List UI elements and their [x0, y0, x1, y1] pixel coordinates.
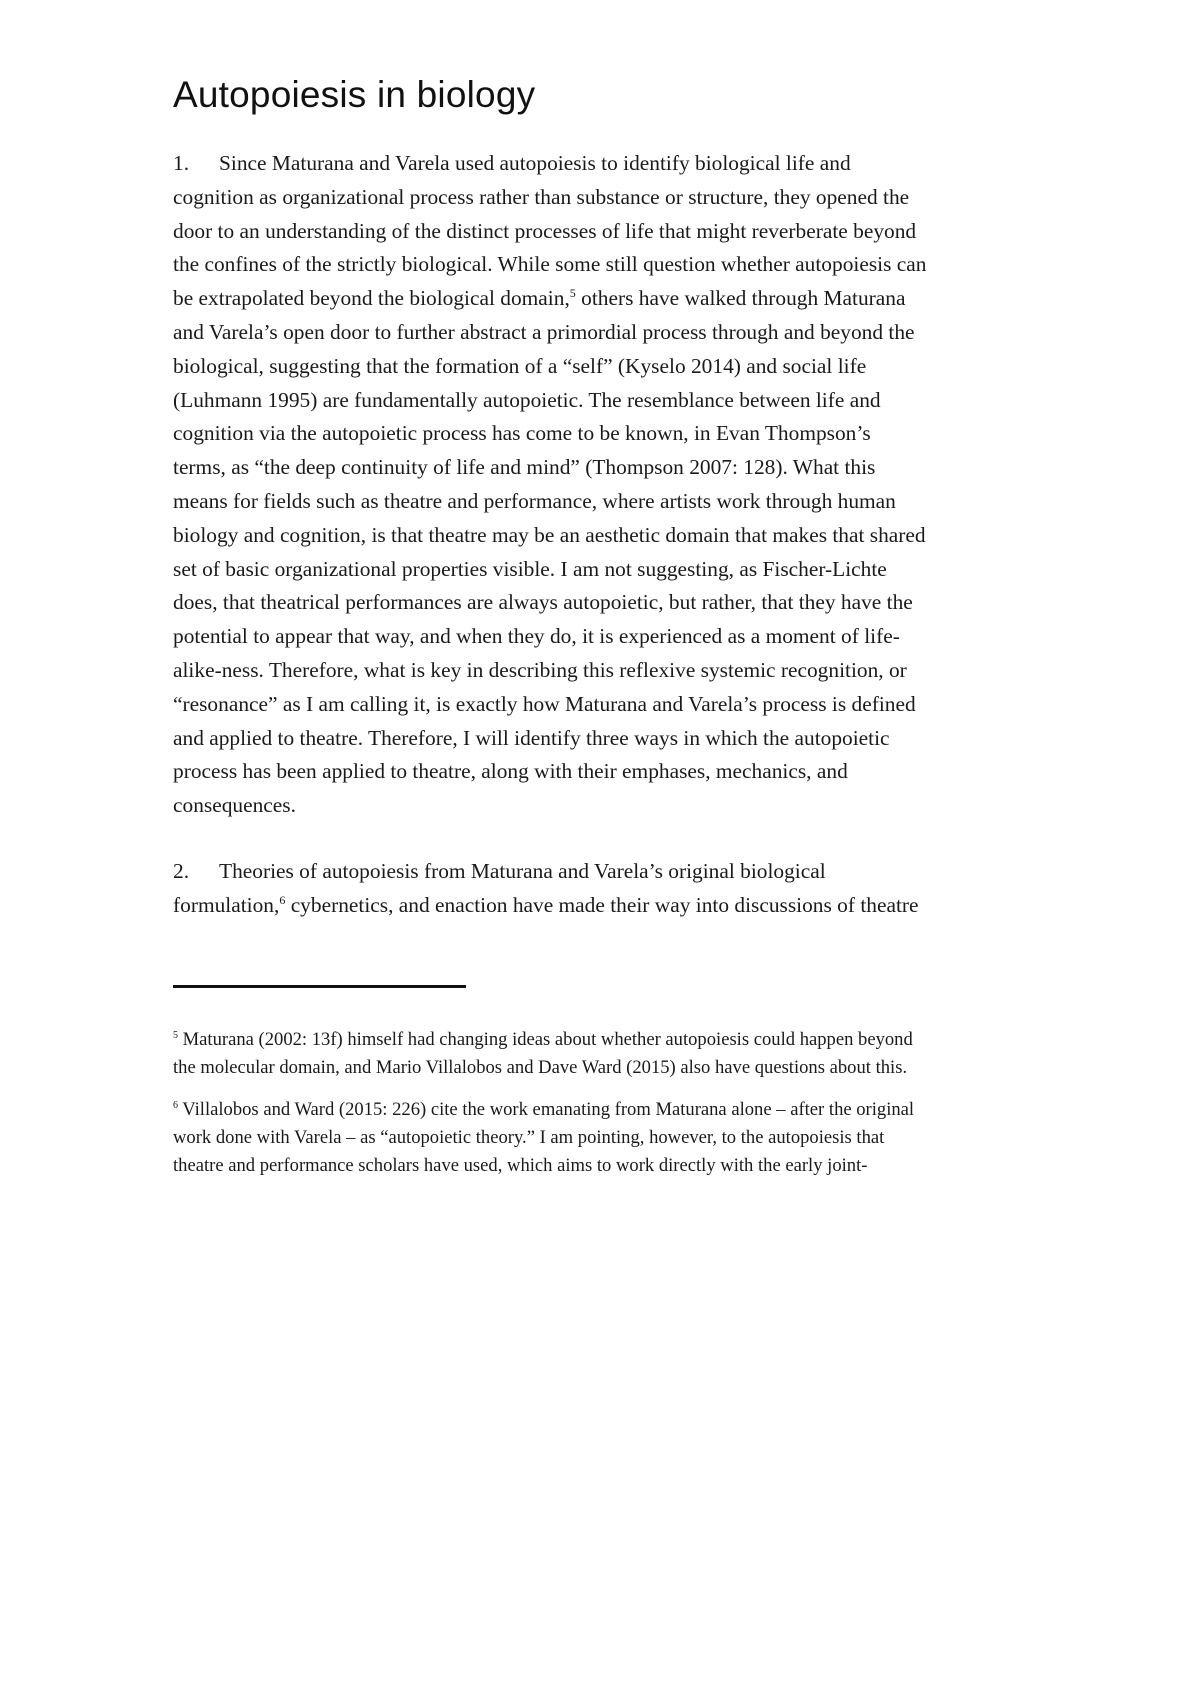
paragraph-2-line	[173, 889, 1033, 923]
paragraph-1-line: biological, suggesting that the formation of a “self” (Kyselo 2014) and social life	[173, 353, 867, 378]
paragraph-number: 2.	[173, 859, 190, 883]
paragraph-1-line: means for fields such as theatre and performance, where artists work through human	[173, 488, 896, 513]
paragraph-1-line: consequences.	[173, 793, 296, 818]
paragraph-1-line: terms, as “the deep continuity of life and mind” (Thompson 2007: 128). What this	[173, 455, 876, 480]
paragraph-1-line: set of basic organizational properties visible. I am not suggesting, as Fischer-Lichte	[173, 556, 887, 581]
page-title: Autopoiesis in biology	[173, 74, 536, 115]
footnote-marker: 6	[173, 1099, 178, 1111]
paragraph-1-line	[173, 282, 1033, 316]
footnote-reference-5[interactable]: 5	[569, 286, 576, 301]
paragraph-1-line: alike-ness. Therefore, what is key in describing this reflexive systemic recognition, or	[173, 657, 907, 682]
paragraph-text: cybernetics, and enaction have made their way into discussions of theatre	[285, 892, 919, 917]
paragraph-text: others have walked through Maturana	[581, 286, 906, 311]
paragraph-1-line: and applied to theatre. Therefore, I will identify three ways in which the autopoietic	[173, 725, 890, 750]
footnote-line	[173, 1096, 1053, 1124]
paragraph-1-line: “resonance” as I am calling it, is exactly how Maturana and Varela’s process is defined	[173, 691, 916, 716]
footnote-marker: 5	[173, 1029, 178, 1041]
footnote-separator	[173, 985, 466, 988]
paragraph-1-line: (Luhmann 1995) are fundamentally autopoietic. The resemblance between life and	[173, 387, 881, 412]
paragraph-1-line: and Varela’s open door to further abstract a primordial process through and beyond the	[173, 319, 915, 344]
footnote-6	[173, 1096, 1053, 1180]
paragraph-1-line: process has been applied to theatre, along with their emphases, mechanics, and	[173, 759, 848, 784]
footnote-text: Maturana (2002: 13f) himself had changing ideas about whether autopoiesis could happen beyond	[178, 1029, 913, 1050]
footnote-line: the molecular domain, and Mario Villalobos and Dave Ward (2015) also have questions about this.	[173, 1057, 908, 1078]
paragraph-2	[173, 855, 1033, 923]
paragraph-1	[173, 147, 1033, 823]
paragraph-1-line: potential to appear that way, and when they do, it is experienced as a moment of life-	[173, 624, 900, 649]
paragraph-1-line	[173, 147, 1033, 181]
footnote-line	[173, 1026, 1053, 1054]
footnote-5	[173, 1026, 1053, 1082]
paragraph-2-line	[173, 855, 1033, 889]
paragraph-1-line: does, that theatrical performances are always autopoietic, but rather, that they have the	[173, 590, 913, 615]
paragraph-1-line: cognition via the autopoietic process has come to be known, in Evan Thompson’s	[173, 421, 871, 446]
footnote-line: work done with Varela – as “autopoietic theory.” I am pointing, however, to the autopoiesis that	[173, 1127, 885, 1148]
paragraph-1-line: door to an understanding of the distinct processes of life that might reverberate beyond	[173, 218, 917, 243]
paragraph-1-line: biology and cognition, is that theatre may be an aesthetic domain that makes that shared	[173, 522, 926, 547]
paragraph-1-line: the confines of the strictly biological. While some still question whether autopoiesis can	[173, 252, 927, 277]
footnote-reference-6[interactable]: 6	[279, 892, 286, 907]
paragraph-text: be extrapolated beyond the biological domain,	[173, 286, 570, 311]
paragraph-text: formulation,	[173, 892, 280, 917]
paragraph-1-line: cognition as organizational process rather than substance or structure, they opened the	[173, 184, 910, 209]
paragraph-number: 1.	[173, 151, 190, 175]
footnote-line: theatre and performance scholars have used, which aims to work directly with the early joint-	[173, 1155, 868, 1176]
paragraph-text: Since Maturana and Varela used autopoiesis to identify biological life and	[219, 151, 851, 175]
footnote-text: Villalobos and Ward (2015: 226) cite the work emanating from Maturana alone – after the original	[178, 1099, 915, 1120]
paragraph-text: Theories of autopoiesis from Maturana and Varela’s original biological	[219, 859, 826, 883]
